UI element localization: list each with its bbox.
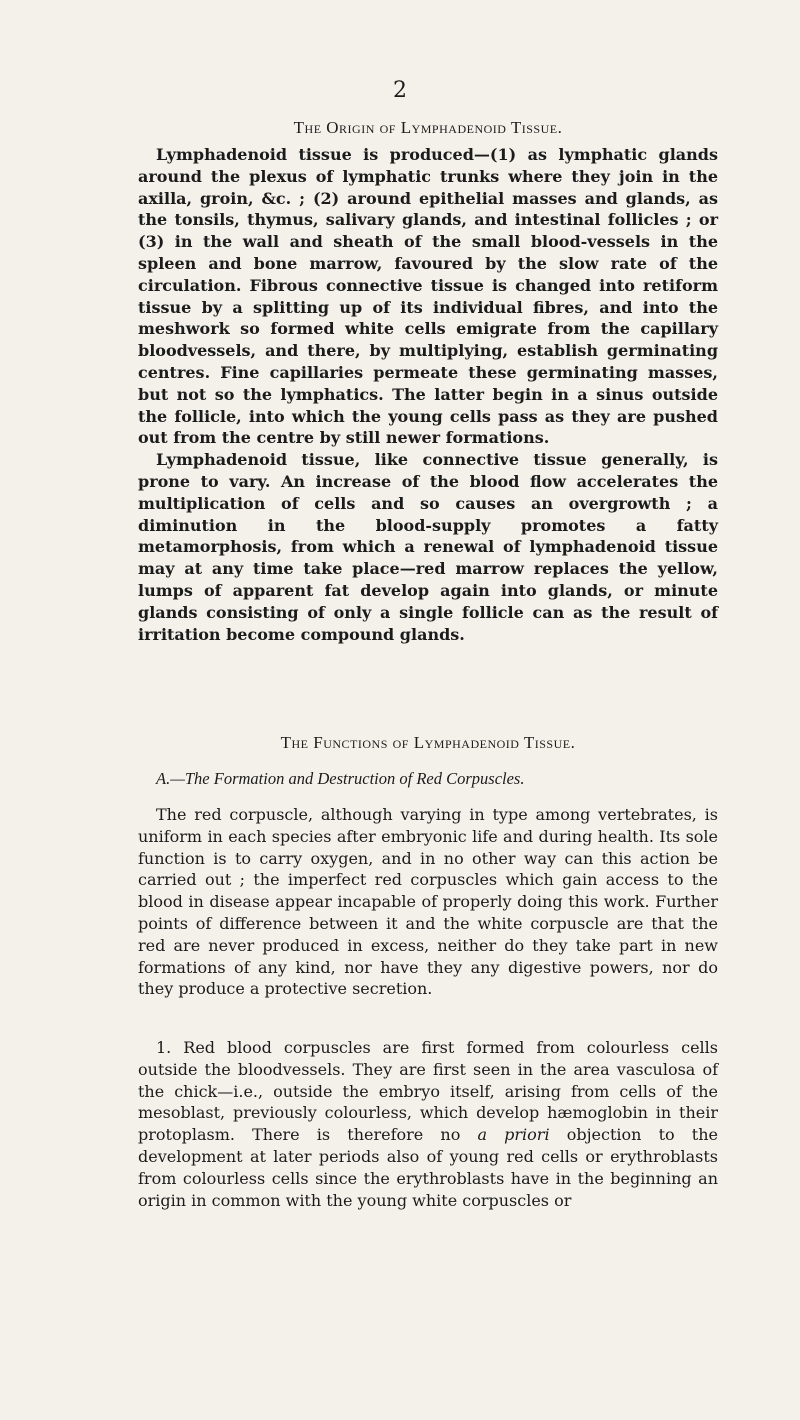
section-functions bbox=[138, 733, 718, 753]
subsection bbox=[138, 769, 718, 789]
section-heading-origin: The Origin of Lymphadenoid Tissue. bbox=[293, 118, 563, 137]
subsection-heading: A.—The Formation and Destruction of Red Corpuscles. bbox=[156, 769, 525, 788]
item-1-text-before: 1. Red blood corpuscles are first formed from colourless cells outside the bloodvessels. They are first seen in the area vasculosa of the chick—i.e., outside the embryo itself, arising from cells of the mesoblast, previously colourless, which develop hæmoglobin in their protoplasm. There is therefore no bbox=[138, 1038, 718, 1145]
section-heading-functions: The Functions of Lymphadenoid Tissue. bbox=[280, 733, 576, 752]
item-1-text-after: objection to the development at later periods also of young red cells or erythroblasts from colourless cells since the erythroblasts have in the beginning an origin in common with the young white corpuscles or bbox=[138, 1125, 719, 1210]
page-number: 2 bbox=[393, 78, 407, 103]
section-functions-body bbox=[138, 804, 718, 1000]
latin-phrase: a priori bbox=[477, 1125, 550, 1145]
section-origin-body bbox=[138, 144, 718, 645]
paragraph-functions: The red corpuscle, although varying in type among vertebrates, is uniform in each species after embryonic life and during health. Its sole function is to carry oxygen, and in no other way can this action be carried out ; the imperfect red corpuscles which gain access to the blood in disease appear incapable of properly doing this work. Further points of difference between it and the white corpuscle are that the red are never produced in excess, neither do they take part in new formations of any kind, nor have they any digestive powers, nor do they produce a protective secretion. bbox=[138, 805, 718, 999]
paragraph-origin-2: Lymphadenoid tissue, like connective tissue generally, is prone to vary. An increase of the blood flow accelerates the multiplication of cells and so causes an overgrowth ; a diminution in the blood-supply promotes a fatty metamorphosis, from which a renewal of lymphadenoid tissue may at any time take place—red marrow replaces the yellow, lumps of apparent fat develop again into glands, or minute glands consisting of only a single follicle can as the result of irritation become compound glands. bbox=[138, 450, 718, 644]
paragraph-origin-1: Lymphadenoid tissue is produced—(1) as lymphatic glands around the plexus of lymphatic trunks where they join in the axilla, groin, &c. ; (2) around epithelial masses and glands, as the tonsils, thymus, salivary glands, and intestinal follicles ; or (3) in the wall and sheath of the small blood-vessels in the spleen and bone marrow, favoured by the slow rate of the circulation. Fibrous connective tissue is changed into retiform tissue by a splitting up of its individual fibres, and into the meshwork so formed white cells emigrate from the capillary bloodvessels, and there, by multiplying, establish germinating centres. Fine capillaries permeate these germinating masses, but not so the lymphatics. The latter begin in a sinus outside the follicle, into which the young cells pass as they are pushed out from the centre by still newer formations. bbox=[138, 145, 718, 448]
paragraph-item-1 bbox=[138, 1037, 718, 1211]
numbered-item bbox=[138, 1037, 718, 1211]
section-origin bbox=[138, 118, 718, 138]
